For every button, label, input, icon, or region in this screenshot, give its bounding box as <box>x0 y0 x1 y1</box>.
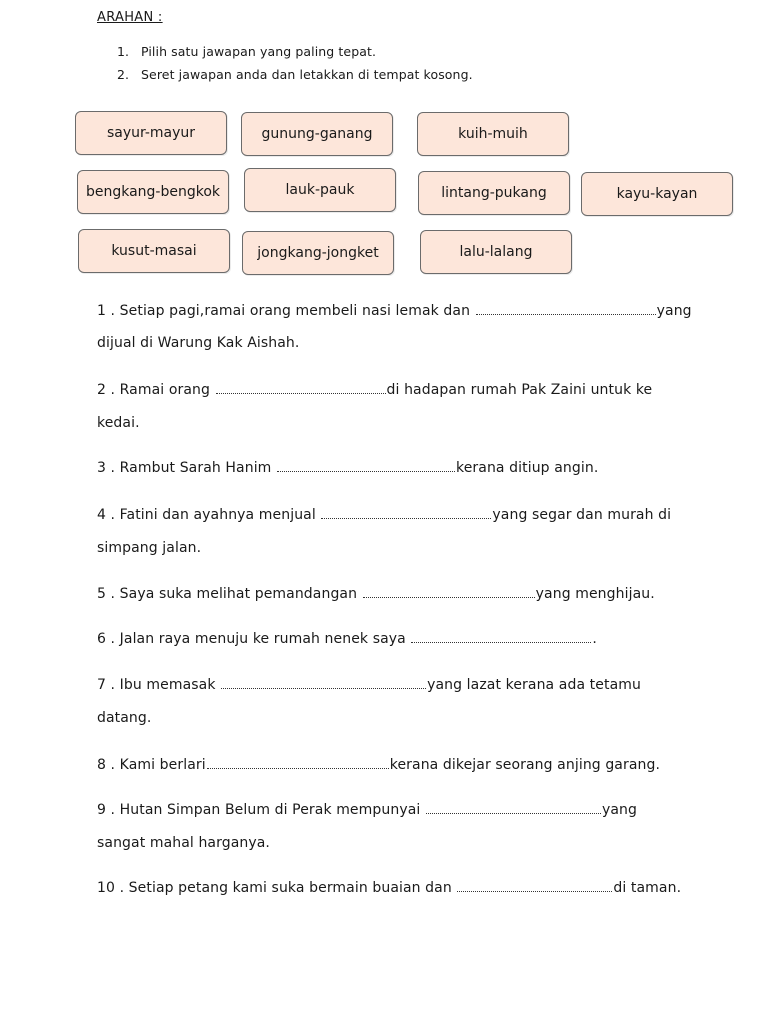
question-4 <box>97 506 671 523</box>
answer-chip-gunung-ganang[interactable]: gunung-ganang <box>241 112 393 156</box>
instruction-2 <box>117 67 473 82</box>
question-text: yang <box>601 802 637 818</box>
answer-blank[interactable] <box>207 756 389 769</box>
answer-chip-kayu-kayan[interactable]: kayu-kayan <box>581 172 733 216</box>
question-text: 6 . Jalan raya menuju ke rumah nenek saya <box>97 631 406 647</box>
answer-chip-kusut-masai[interactable]: kusut-masai <box>78 229 230 273</box>
answer-chip-jongkang-jongket[interactable]: jongkang-jongket <box>242 231 394 275</box>
answer-chip-bengkang-bengkok[interactable]: bengkang-bengkok <box>77 170 229 214</box>
question-2 <box>97 381 652 398</box>
answer-blank[interactable] <box>277 459 455 472</box>
question-7 <box>97 676 641 693</box>
answer-blank[interactable] <box>221 676 426 689</box>
instruction-1 <box>117 44 376 59</box>
question-text: 2 . Ramai orang <box>97 382 210 398</box>
question-text: 8 . Kami berlari <box>97 757 206 773</box>
instruction-text: Pilih satu jawapan yang paling tepat. <box>141 44 377 59</box>
question-1-line-2: dijual di Warung Kak Aishah. <box>97 335 300 351</box>
answer-chip-lalu-lalang[interactable]: lalu-lalang <box>420 230 572 274</box>
question-2-line-2: kedai. <box>97 415 140 431</box>
question-5 <box>97 585 655 602</box>
answer-chip-kuih-muih[interactable]: kuih-muih <box>417 112 569 156</box>
question-text: kerana ditiup angin. <box>456 460 599 476</box>
question-text: di taman. <box>613 880 682 896</box>
answer-chip-lintang-pukang[interactable]: lintang-pukang <box>418 171 570 215</box>
answer-chip-lauk-pauk[interactable]: lauk-pauk <box>244 168 396 212</box>
question-text: 5 . Saya suka melihat pemandangan <box>97 586 358 602</box>
heading: ARAHAN : <box>97 10 163 25</box>
answer-blank[interactable] <box>426 801 601 814</box>
question-7-line-2: datang. <box>97 710 152 726</box>
answer-blank[interactable] <box>457 879 612 892</box>
question-10 <box>97 879 681 896</box>
instruction-text: Seret jawapan anda dan letakkan di tempat kosong. <box>141 67 473 82</box>
question-text: 3 . Rambut Sarah Hanim <box>97 460 272 476</box>
question-6 <box>97 630 597 647</box>
question-text: yang <box>656 303 692 319</box>
question-4-line-2: simpang jalan. <box>97 540 202 556</box>
question-text: 1 . Setiap pagi,ramai orang membeli nasi lemak dan <box>97 303 471 319</box>
question-text: 4 . Fatini dan ayahnya menjual <box>97 507 316 523</box>
question-text: kerana dikejar seorang anjing garang. <box>389 757 661 773</box>
question-text: yang lazat kerana ada tetamu <box>427 677 641 693</box>
instruction-number: 2. <box>117 67 130 82</box>
question-text: 9 . Hutan Simpan Belum di Perak mempunyai <box>97 802 421 818</box>
answer-chip-sayur-mayur[interactable]: sayur-mayur <box>75 111 227 155</box>
answer-blank[interactable] <box>476 302 656 315</box>
question-3 <box>97 459 598 476</box>
answer-blank[interactable] <box>216 381 386 394</box>
question-1 <box>97 302 692 319</box>
question-text: 10 . Setiap petang kami suka bermain buaian dan <box>97 880 452 896</box>
question-8 <box>97 756 660 773</box>
answer-blank[interactable] <box>321 506 491 519</box>
question-text: yang segar dan murah di <box>492 507 672 523</box>
instruction-number: 1. <box>117 44 130 59</box>
question-9-line-2: sangat mahal harganya. <box>97 835 270 851</box>
question-9 <box>97 801 637 818</box>
answer-blank[interactable] <box>411 630 591 643</box>
question-text: yang menghijau. <box>535 586 655 602</box>
answer-blank[interactable] <box>363 585 535 598</box>
question-text: di hadapan rumah Pak Zaini untuk ke <box>386 382 653 398</box>
question-text: 7 . Ibu memasak <box>97 677 216 693</box>
question-text: . <box>592 631 597 647</box>
